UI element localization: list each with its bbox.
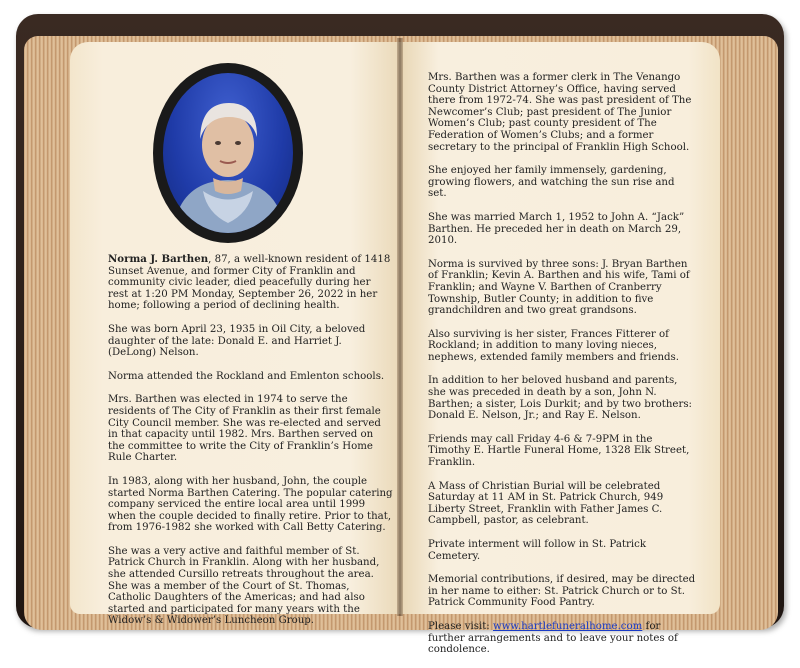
paragraph-catering: In 1983, along with her husband, John, the couple started Norma Barthen Catering. The popular catering company serviced the entire local area until 1999 when the couple decided to finally retire. Prior to that, from 1976-1982 she worked with Call Betty Catering. (108, 475, 393, 534)
paragraph-visitation: Friends may call Friday 4-6 & 7-9PM in the Timothy E. Hartle Funeral Home, 1328 Elk Street, Franklin. (428, 433, 690, 469)
left-page-text (108, 254, 393, 639)
paragraph-memorial: Memorial contributions, if desired, may be directed in her name to either: St. Patrick Church or to St. Patrick Community Food Pantry. (428, 574, 696, 609)
paragraph-interment: Private interment will follow in St. Patrick Cemetery. (428, 539, 646, 562)
portrait-photo-icon (163, 73, 293, 233)
paragraph-marriage: She was married March 1, 1952 to John A. “Jack” Barthen. He preceded her in death on March 29, 2010. (428, 211, 685, 247)
book-spine (397, 38, 403, 616)
portrait-frame (153, 63, 303, 243)
paragraph-birth: She was born April 23, 1935 in Oil City, a beloved daughter of the late: Donald E. and Harriet J. (DeLong) Nelson. (108, 323, 366, 359)
paragraph-mass: A Mass of Christian Burial will be celebrated Saturday at 11 AM in St. Patrick Church, 949 Liberty Street, Franklin with Father James C. Campbell, pastor, as celebrant. (428, 480, 664, 527)
right-page-text (428, 72, 696, 668)
paragraph-council: Mrs. Barthen was elected in 1974 to serve the residents of The City of Franklin as their first female City Council member. She was re-elected and served in that capacity until 1982. Mrs. Barthen served on the committee to write the City of Franklin’s Home Rule Charter. (108, 394, 381, 464)
paragraph-preceded: In addition to her beloved husband and parents, she was preceded in death by a son, John N. Barthen; a sister, Lois Durkit; and by two brothers: Donald E. Nelson, Jr.; and Ray E. Nelson. (428, 375, 692, 422)
paragraph-schools: Norma attended the Rockland and Emlenton schools. (108, 370, 385, 382)
paragraph-church: She was a very active and faithful member of St. Patrick Church in Franklin. Along with her husband, she attended Cursillo retreats throughout the area. She was a member of the Court of St. Thomas, Catholic Daughters of the Americas; and had also started and participated for many years with the Widow’s & Widower’s Luncheon Group. (108, 545, 380, 627)
paragraph-visit: Please visit: www.hartlefuneralhome.com for further arrangements and to leave your notes of condolence. (428, 620, 678, 656)
paragraph-career: Mrs. Barthen was a former clerk in The Venango County District Attorney’s Office, having served there from 1972-74. She was past president of The Newcomer’s Club; past president of The Junior Women’s Club; past county president of The Federation of Women’s Clubs; and a former secretary to the principal of Franklin High School. (428, 72, 692, 153)
funeral-home-link[interactable]: www.hartlefuneralhome.com (492, 620, 643, 632)
paragraph-survivors: Norma is survived by three sons: J. Bryan Barthen of Franklin; Kevin A. Barthen and his wife, Tami of Franklin; and Wayne V. Barthen of Cranberry Township, Butler County; in addition to five grandchildren and two great grandsons. (428, 258, 690, 317)
deceased-name: Norma J. Barthen (108, 253, 209, 265)
portrait-photo (163, 73, 293, 233)
obituary-intro: Norma J. Barthen, 87, a well-known resident of 1418 Sunset Avenue, and former City of Franklin and community civic leader, died peacefully during her rest at 1:20 PM Monday, September 26, 2022 in her home; following a period of declining health. (108, 253, 391, 312)
paragraph-sister: Also surviving is her sister, Frances Fitterer of Rockland; in addition to many loving nieces, nephews, extended family members and friends. (428, 328, 680, 363)
paragraph-hobbies: She enjoyed her family immensely, gardening, growing flowers, and watching the sun rise and set. (428, 165, 675, 200)
